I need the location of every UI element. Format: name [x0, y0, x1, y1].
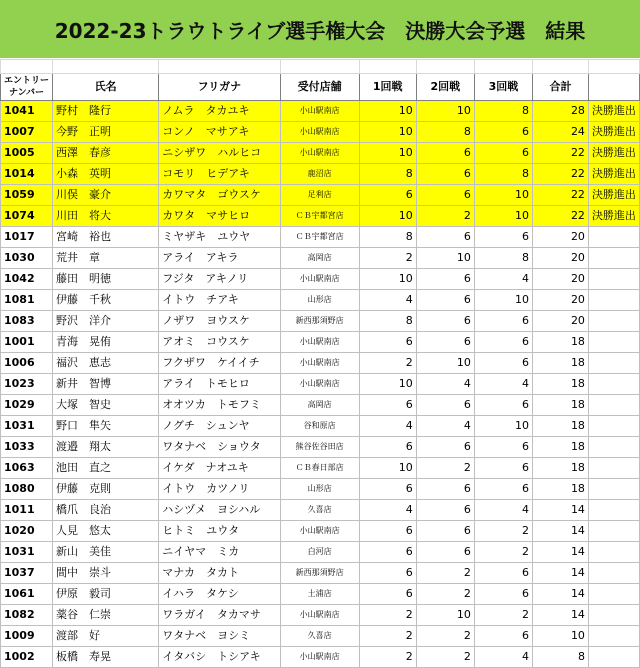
entry-number-cell: 1006 [1, 353, 53, 374]
store-cell: 山形店 [280, 479, 359, 500]
result-cell: 決勝進出 [588, 164, 639, 185]
name-cell: 野村 隆行 [53, 101, 159, 122]
name-cell: 野沢 洋介 [53, 311, 159, 332]
round2-score-cell: 6 [416, 311, 474, 332]
furigana-cell: カワマタ ゴウスケ [159, 185, 280, 206]
round2-score-cell: 6 [416, 479, 474, 500]
result-cell [588, 227, 639, 248]
header-row [1, 74, 640, 101]
round3-score-cell: 4 [474, 647, 532, 668]
round1-score-cell: 6 [359, 332, 416, 353]
round2-score-cell: 10 [416, 101, 474, 122]
store-cell: 小山駅南店 [280, 122, 359, 143]
result-cell [588, 521, 639, 542]
total-score-cell: 14 [533, 605, 589, 626]
round3-score-cell: 6 [474, 395, 532, 416]
round1-score-cell: 10 [359, 458, 416, 479]
name-cell: 西澤 春彦 [53, 143, 159, 164]
entry-number-cell: 1001 [1, 332, 53, 353]
table-row [1, 647, 640, 668]
store-cell: 小山駅南店 [280, 332, 359, 353]
total-score-cell: 18 [533, 416, 589, 437]
result-cell: 決勝進出 [588, 122, 639, 143]
round2-score-cell: 4 [416, 416, 474, 437]
table-row [1, 185, 640, 206]
round2-score-cell: 6 [416, 185, 474, 206]
furigana-cell: ワラガイ タカマサ [159, 605, 280, 626]
result-cell [588, 542, 639, 563]
result-cell [588, 647, 639, 668]
table-row [1, 332, 640, 353]
furigana-cell: アオミ コウスケ [159, 332, 280, 353]
name-cell: 新井 智博 [53, 374, 159, 395]
total-score-cell: 22 [533, 143, 589, 164]
round3-score-cell: 6 [474, 143, 532, 164]
name-cell: 薬谷 仁崇 [53, 605, 159, 626]
table-row [1, 542, 640, 563]
entry-number-cell: 1002 [1, 647, 53, 668]
round3-score-cell: 6 [474, 353, 532, 374]
round3-score-cell: 4 [474, 500, 532, 521]
name-cell: 板橋 寿晃 [53, 647, 159, 668]
name-cell: 今野 正明 [53, 122, 159, 143]
total-score-cell: 14 [533, 521, 589, 542]
total-score-cell: 18 [533, 395, 589, 416]
round1-score-cell: 10 [359, 374, 416, 395]
result-cell [588, 353, 639, 374]
name-cell: 大塚 智史 [53, 395, 159, 416]
total-score-cell: 28 [533, 101, 589, 122]
table-row [1, 143, 640, 164]
store-cell: ＣＢ春日部店 [280, 458, 359, 479]
entry-number-cell: 1031 [1, 542, 53, 563]
entry-number-cell: 1029 [1, 395, 53, 416]
name-cell: 橋爪 良治 [53, 500, 159, 521]
round1-score-cell: 2 [359, 647, 416, 668]
round1-score-cell: 2 [359, 605, 416, 626]
table-row [1, 500, 640, 521]
result-cell [588, 458, 639, 479]
round3-score-cell: 6 [474, 332, 532, 353]
round3-score-cell: 2 [474, 542, 532, 563]
total-score-cell: 14 [533, 563, 589, 584]
name-cell: 藤田 明徳 [53, 269, 159, 290]
table-row [1, 290, 640, 311]
store-cell: 高岡店 [280, 395, 359, 416]
round1-score-cell: 6 [359, 584, 416, 605]
furigana-cell: フクザワ ケイイチ [159, 353, 280, 374]
store-cell: 新西那須野店 [280, 311, 359, 332]
round3-score-cell: 4 [474, 374, 532, 395]
header-round2: 2回戦 [416, 74, 474, 101]
round1-score-cell: 8 [359, 227, 416, 248]
entry-number-cell: 1080 [1, 479, 53, 500]
furigana-cell: ワタナベ ヨシミ [159, 626, 280, 647]
round3-score-cell: 6 [474, 122, 532, 143]
total-score-cell: 8 [533, 647, 589, 668]
total-score-cell: 18 [533, 479, 589, 500]
table-row [1, 164, 640, 185]
name-cell: 小森 英明 [53, 164, 159, 185]
table-row [1, 206, 640, 227]
header-name: 氏名 [53, 74, 159, 101]
table-row [1, 416, 640, 437]
result-cell [588, 416, 639, 437]
store-cell: 小山駅南店 [280, 374, 359, 395]
entry-number-cell: 1014 [1, 164, 53, 185]
entry-number-cell: 1011 [1, 500, 53, 521]
round1-score-cell: 6 [359, 185, 416, 206]
round2-score-cell: 6 [416, 290, 474, 311]
table-row [1, 311, 640, 332]
entry-number-cell: 1020 [1, 521, 53, 542]
round1-score-cell: 6 [359, 437, 416, 458]
entry-number-cell: 1083 [1, 311, 53, 332]
round3-score-cell: 10 [474, 290, 532, 311]
result-cell [588, 605, 639, 626]
entry-number-cell: 1037 [1, 563, 53, 584]
round1-score-cell: 2 [359, 626, 416, 647]
store-cell: 山形店 [280, 290, 359, 311]
round1-score-cell: 10 [359, 101, 416, 122]
total-score-cell: 20 [533, 290, 589, 311]
round2-score-cell: 2 [416, 458, 474, 479]
header-entry-line1: エントリー [4, 76, 50, 86]
furigana-cell: フジタ アキノリ [159, 269, 280, 290]
result-cell: 決勝進出 [588, 185, 639, 206]
table-row [1, 269, 640, 290]
name-cell: 間中 崇斗 [53, 563, 159, 584]
store-cell: 谷和原店 [280, 416, 359, 437]
table-row [1, 353, 640, 374]
furigana-cell: イハラ タケシ [159, 584, 280, 605]
total-score-cell: 18 [533, 458, 589, 479]
round2-score-cell: 10 [416, 605, 474, 626]
store-cell: 熊谷佐谷田店 [280, 437, 359, 458]
round1-score-cell: 10 [359, 206, 416, 227]
round3-score-cell: 6 [474, 563, 532, 584]
entry-number-cell: 1081 [1, 290, 53, 311]
table-row [1, 101, 640, 122]
name-cell: 人見 悠太 [53, 521, 159, 542]
round2-score-cell: 6 [416, 332, 474, 353]
name-cell: 福沢 恵志 [53, 353, 159, 374]
header-entry-number [1, 74, 53, 101]
total-score-cell: 20 [533, 248, 589, 269]
round2-score-cell: 6 [416, 227, 474, 248]
store-cell: 小山駅南店 [280, 143, 359, 164]
page-title: 2022-23トラウトライブ選手権大会 決勝大会予選 結果 [0, 0, 640, 58]
round3-score-cell: 2 [474, 605, 532, 626]
results-table [0, 59, 640, 668]
result-cell [588, 374, 639, 395]
entry-number-cell: 1082 [1, 605, 53, 626]
name-cell: 青海 晃侑 [53, 332, 159, 353]
furigana-cell: オオツカ トモフミ [159, 395, 280, 416]
entry-number-cell: 1063 [1, 458, 53, 479]
total-score-cell: 14 [533, 584, 589, 605]
round3-score-cell: 10 [474, 416, 532, 437]
round1-score-cell: 6 [359, 521, 416, 542]
round1-score-cell: 8 [359, 311, 416, 332]
store-cell: ＣＢ宇都宮店 [280, 206, 359, 227]
name-cell: 渡邉 翔太 [53, 437, 159, 458]
total-score-cell: 22 [533, 206, 589, 227]
name-cell: 伊藤 千秋 [53, 290, 159, 311]
total-score-cell: 20 [533, 269, 589, 290]
round1-score-cell: 2 [359, 248, 416, 269]
store-cell: 白河店 [280, 542, 359, 563]
furigana-cell: ワタナベ ショウタ [159, 437, 280, 458]
result-cell [588, 290, 639, 311]
total-score-cell: 18 [533, 332, 589, 353]
result-cell: 決勝進出 [588, 101, 639, 122]
table-row [1, 227, 640, 248]
total-score-cell: 24 [533, 122, 589, 143]
table-row [1, 395, 640, 416]
result-cell: 決勝進出 [588, 206, 639, 227]
entry-number-cell: 1041 [1, 101, 53, 122]
store-cell: 小山駅南店 [280, 101, 359, 122]
store-cell: 久喜店 [280, 626, 359, 647]
round1-score-cell: 8 [359, 164, 416, 185]
header-round3: 3回戦 [474, 74, 532, 101]
name-cell: 伊藤 克則 [53, 479, 159, 500]
round3-score-cell: 2 [474, 521, 532, 542]
round3-score-cell: 6 [474, 458, 532, 479]
round3-score-cell: 6 [474, 311, 532, 332]
round3-score-cell: 8 [474, 101, 532, 122]
name-cell: 宮崎 裕也 [53, 227, 159, 248]
round3-score-cell: 6 [474, 626, 532, 647]
round3-score-cell: 8 [474, 248, 532, 269]
table-row [1, 122, 640, 143]
round2-score-cell: 2 [416, 206, 474, 227]
table-row [1, 374, 640, 395]
result-cell [588, 395, 639, 416]
furigana-cell: ミヤザキ ユウヤ [159, 227, 280, 248]
header-entry-line2: ナンバー [9, 88, 44, 98]
result-cell [588, 269, 639, 290]
round2-score-cell: 6 [416, 395, 474, 416]
total-score-cell: 10 [533, 626, 589, 647]
name-cell: 伊原 毅司 [53, 584, 159, 605]
store-cell: 鹿沼店 [280, 164, 359, 185]
total-score-cell: 20 [533, 227, 589, 248]
round3-score-cell: 6 [474, 479, 532, 500]
furigana-cell: イタバシ トシアキ [159, 647, 280, 668]
store-cell: 小山駅南店 [280, 647, 359, 668]
entry-number-cell: 1061 [1, 584, 53, 605]
entry-number-cell: 1031 [1, 416, 53, 437]
entry-number-cell: 1074 [1, 206, 53, 227]
round2-score-cell: 2 [416, 563, 474, 584]
round2-score-cell: 6 [416, 500, 474, 521]
table-row [1, 458, 640, 479]
furigana-cell: ノムラ タカユキ [159, 101, 280, 122]
entry-number-cell: 1023 [1, 374, 53, 395]
table-row [1, 605, 640, 626]
table-row [1, 248, 640, 269]
name-cell: 川田 将大 [53, 206, 159, 227]
results-table-body [1, 60, 640, 668]
round1-score-cell: 4 [359, 416, 416, 437]
table-row [1, 563, 640, 584]
result-cell [588, 479, 639, 500]
furigana-cell: アライ トモヒロ [159, 374, 280, 395]
entry-number-cell: 1009 [1, 626, 53, 647]
round3-score-cell: 8 [474, 164, 532, 185]
furigana-cell: アライ アキラ [159, 248, 280, 269]
store-cell: ＣＢ宇都宮店 [280, 227, 359, 248]
round3-score-cell: 6 [474, 437, 532, 458]
total-score-cell: 22 [533, 164, 589, 185]
entry-number-cell: 1059 [1, 185, 53, 206]
store-cell: 新西那須野店 [280, 563, 359, 584]
round2-score-cell: 6 [416, 164, 474, 185]
furigana-cell: ヒトミ ユウタ [159, 521, 280, 542]
furigana-cell: イケダ ナオユキ [159, 458, 280, 479]
round2-score-cell: 6 [416, 269, 474, 290]
store-cell: 足利店 [280, 185, 359, 206]
round3-score-cell: 6 [474, 584, 532, 605]
round1-score-cell: 6 [359, 395, 416, 416]
round1-score-cell: 2 [359, 353, 416, 374]
total-score-cell: 14 [533, 542, 589, 563]
store-cell: 小山駅南店 [280, 605, 359, 626]
furigana-cell: ニシザワ ハルヒコ [159, 143, 280, 164]
total-score-cell: 14 [533, 500, 589, 521]
round1-score-cell: 4 [359, 290, 416, 311]
result-cell [588, 311, 639, 332]
name-cell: 野口 隼矢 [53, 416, 159, 437]
furigana-cell: ハシヅメ ヨシハル [159, 500, 280, 521]
round2-score-cell: 6 [416, 542, 474, 563]
furigana-cell: コモリ ヒデアキ [159, 164, 280, 185]
table-row [1, 479, 640, 500]
table-row [1, 584, 640, 605]
round1-score-cell: 10 [359, 143, 416, 164]
table-row [1, 626, 640, 647]
result-cell [588, 332, 639, 353]
result-cell [588, 437, 639, 458]
total-score-cell: 18 [533, 374, 589, 395]
name-cell: 池田 直之 [53, 458, 159, 479]
header-total: 合計 [533, 74, 589, 101]
entry-number-cell: 1017 [1, 227, 53, 248]
round3-score-cell: 10 [474, 206, 532, 227]
round3-score-cell: 10 [474, 185, 532, 206]
furigana-cell: イトウ カツノリ [159, 479, 280, 500]
furigana-cell: ノグチ シュンヤ [159, 416, 280, 437]
round2-score-cell: 2 [416, 626, 474, 647]
result-cell: 決勝進出 [588, 143, 639, 164]
header-round1: 1回戦 [359, 74, 416, 101]
total-score-cell: 20 [533, 311, 589, 332]
round1-score-cell: 10 [359, 269, 416, 290]
furigana-cell: ノザワ ヨウスケ [159, 311, 280, 332]
round2-score-cell: 2 [416, 647, 474, 668]
furigana-cell: イトウ チアキ [159, 290, 280, 311]
round1-score-cell: 10 [359, 122, 416, 143]
round1-score-cell: 6 [359, 479, 416, 500]
header-furigana: フリガナ [159, 74, 280, 101]
round2-score-cell: 6 [416, 437, 474, 458]
total-score-cell: 22 [533, 185, 589, 206]
result-cell [588, 563, 639, 584]
round1-score-cell: 6 [359, 563, 416, 584]
entry-number-cell: 1042 [1, 269, 53, 290]
round2-score-cell: 2 [416, 584, 474, 605]
round2-score-cell: 10 [416, 353, 474, 374]
name-cell: 渡部 好 [53, 626, 159, 647]
result-cell [588, 500, 639, 521]
round2-score-cell: 6 [416, 521, 474, 542]
entry-number-cell: 1030 [1, 248, 53, 269]
name-cell: 荒井 章 [53, 248, 159, 269]
spacer-row [1, 60, 640, 74]
name-cell: 新山 美佳 [53, 542, 159, 563]
round1-score-cell: 6 [359, 542, 416, 563]
round3-score-cell: 4 [474, 269, 532, 290]
furigana-cell: コンノ マサアキ [159, 122, 280, 143]
round3-score-cell: 6 [474, 227, 532, 248]
round2-score-cell: 10 [416, 248, 474, 269]
name-cell: 川俣 豪介 [53, 185, 159, 206]
furigana-cell: カワタ マサヒロ [159, 206, 280, 227]
store-cell: 土浦店 [280, 584, 359, 605]
furigana-cell: マナカ タカト [159, 563, 280, 584]
store-cell: 小山駅南店 [280, 353, 359, 374]
result-cell [588, 626, 639, 647]
entry-number-cell: 1033 [1, 437, 53, 458]
round2-score-cell: 4 [416, 374, 474, 395]
entry-number-cell: 1005 [1, 143, 53, 164]
table-row [1, 437, 640, 458]
table-row [1, 521, 640, 542]
store-cell: 久喜店 [280, 500, 359, 521]
result-cell [588, 248, 639, 269]
round2-score-cell: 6 [416, 143, 474, 164]
total-score-cell: 18 [533, 353, 589, 374]
total-score-cell: 18 [533, 437, 589, 458]
store-cell: 高岡店 [280, 248, 359, 269]
result-cell [588, 584, 639, 605]
store-cell: 小山駅南店 [280, 269, 359, 290]
furigana-cell: ニイヤマ ミカ [159, 542, 280, 563]
round1-score-cell: 4 [359, 500, 416, 521]
header-store: 受付店舗 [280, 74, 359, 101]
round2-score-cell: 8 [416, 122, 474, 143]
store-cell: 小山駅南店 [280, 521, 359, 542]
entry-number-cell: 1007 [1, 122, 53, 143]
header-result [588, 74, 639, 101]
